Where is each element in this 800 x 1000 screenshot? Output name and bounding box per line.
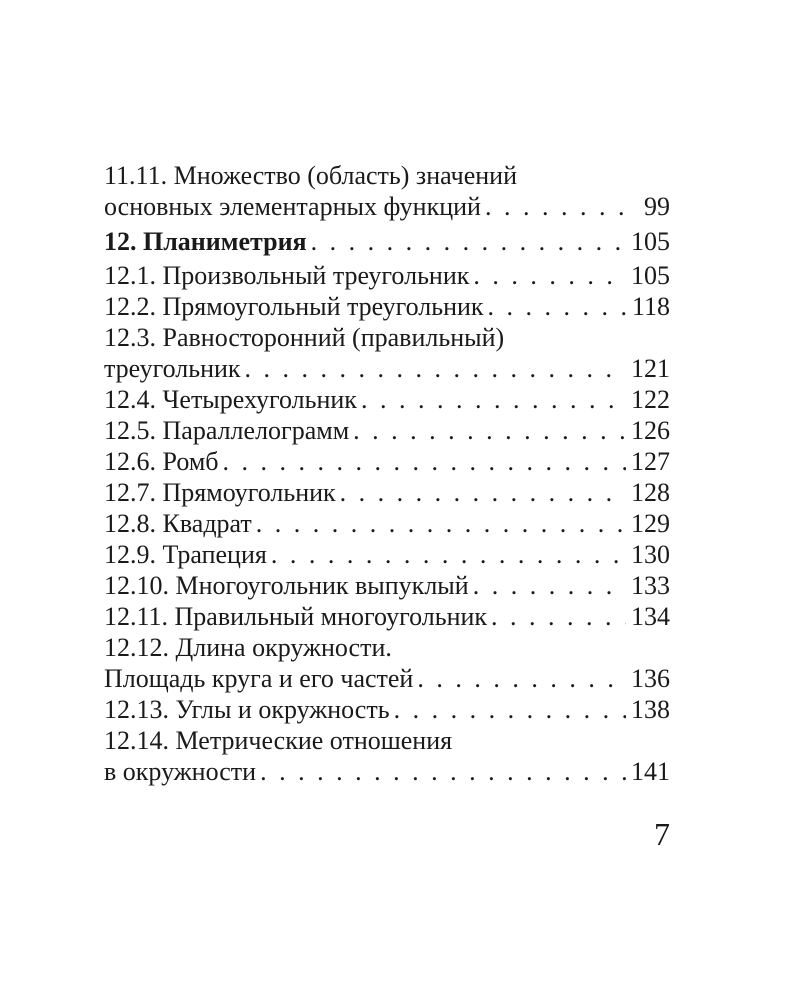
toc-entry-title: 12.9. Трапеция	[104, 540, 267, 569]
dot-leader	[271, 539, 626, 570]
toc-page-number: 122	[631, 385, 670, 414]
toc-page	[104, 160, 670, 787]
toc-entry-title: 12.8. Квадрат	[104, 509, 252, 538]
toc-entry	[104, 477, 670, 508]
dot-leader	[361, 384, 626, 415]
toc-entry-title: 12.6. Ромб	[104, 447, 219, 476]
toc-page-number: 118	[631, 292, 670, 321]
dot-leader	[340, 477, 626, 508]
toc-entry	[104, 446, 670, 477]
toc-entry-line	[104, 694, 670, 725]
toc-page-number: 121	[631, 354, 670, 383]
toc-entry-line	[104, 353, 670, 384]
toc-page-number: 105	[631, 227, 670, 256]
toc-page-number: 136	[631, 664, 670, 693]
page-number: 7	[654, 816, 670, 852]
toc-entry-line	[104, 570, 670, 601]
toc-page-number: 134	[631, 602, 670, 631]
toc-entry-line	[104, 291, 670, 322]
toc-page-number: 105	[631, 261, 670, 290]
toc-entry-line	[104, 384, 670, 415]
toc-page-number: 128	[631, 478, 670, 507]
toc-entry-title: Площадь круга и его частей	[104, 664, 414, 693]
toc-page-number: 130	[631, 540, 670, 569]
toc-entry-title: в окружности	[104, 757, 257, 786]
toc-entry-title-line: 11.11. Множество (область) значений	[104, 161, 517, 190]
toc-entry-title: 12.7. Прямоугольник	[104, 478, 336, 507]
dot-leader	[260, 756, 626, 787]
toc-entry	[104, 632, 670, 694]
toc-entry-line	[104, 539, 670, 570]
table-of-contents	[104, 160, 670, 787]
toc-entry	[104, 160, 670, 222]
dot-leader	[311, 226, 626, 257]
toc-entry	[104, 508, 670, 539]
dot-leader	[394, 694, 626, 725]
toc-entry-line	[104, 415, 670, 446]
toc-entry-line	[104, 260, 670, 291]
toc-entry	[104, 415, 670, 446]
toc-entry-title: 12.11. Правильный многоугольник	[104, 602, 488, 631]
toc-entry	[104, 260, 670, 291]
toc-entry-title: 12.2. Прямоугольный треугольник	[104, 292, 484, 321]
toc-entry-title: 12. Планиметрия	[104, 227, 307, 256]
toc-page-number: 99	[644, 192, 670, 221]
dot-leader	[473, 260, 626, 291]
toc-entry-title: 12.10. Многоугольник выпуклый	[104, 571, 469, 600]
dot-leader	[417, 663, 626, 694]
toc-entry-title: 12.1. Произвольный треугольник	[104, 261, 470, 290]
toc-entry-line	[104, 601, 670, 632]
dot-leader	[488, 291, 626, 322]
toc-page-number: 141	[631, 757, 670, 786]
toc-page-number: 129	[631, 509, 670, 538]
dot-leader	[473, 570, 626, 601]
toc-entry	[104, 322, 670, 384]
toc-entry-title-line: 12.12. Длина окружности.	[104, 633, 392, 662]
toc-entry	[104, 539, 670, 570]
toc-entry-line	[104, 663, 670, 694]
dot-leader	[485, 191, 626, 222]
dot-leader	[353, 415, 626, 446]
toc-page-number: 126	[631, 416, 670, 445]
dot-leader	[223, 446, 627, 477]
dot-leader	[245, 353, 626, 384]
toc-entry-title: основных элементарных функций	[104, 192, 481, 221]
toc-entry-title-line: 12.14. Метрические отношения	[104, 726, 453, 755]
toc-entry	[104, 601, 670, 632]
toc-page-number: 138	[631, 695, 670, 724]
toc-entry	[104, 725, 670, 787]
toc-entry	[104, 384, 670, 415]
toc-entry	[104, 694, 670, 725]
toc-entry-line	[104, 508, 670, 539]
dot-leader	[491, 601, 626, 632]
toc-page-number: 127	[631, 447, 670, 476]
toc-entry-line	[104, 226, 670, 257]
toc-entry-title: 12.4. Четырехугольник	[104, 385, 357, 414]
toc-entry-title: треугольник	[104, 354, 241, 383]
toc-entry-title: 12.5. Параллелограмм	[104, 416, 350, 445]
toc-entry-line	[104, 756, 670, 787]
toc-entry-line	[104, 446, 670, 477]
toc-page-number: 133	[631, 571, 670, 600]
toc-entry-title-line: 12.3. Равносторонний (правильный)	[104, 323, 505, 352]
dot-leader	[256, 508, 626, 539]
toc-entry-line	[104, 477, 670, 508]
toc-entry	[104, 570, 670, 601]
toc-entry-title: 12.13. Углы и окружность	[104, 695, 390, 724]
toc-section-heading	[104, 226, 670, 257]
toc-entry	[104, 291, 670, 322]
toc-entry-line	[104, 191, 670, 222]
